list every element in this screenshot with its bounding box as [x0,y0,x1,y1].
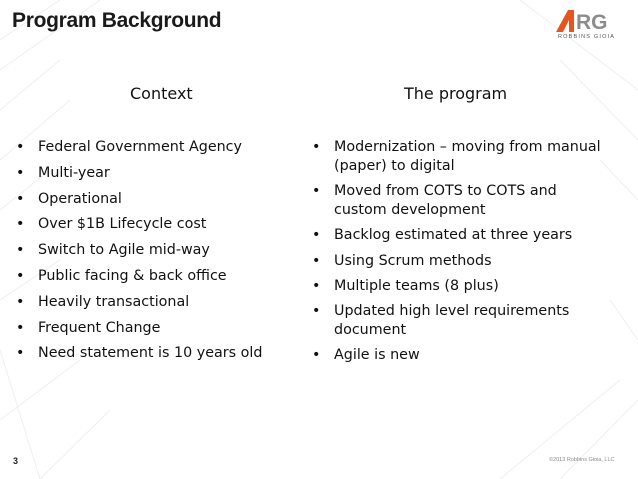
list-item-text: Switch to Agile mid-way [38,242,210,259]
list-item [16,319,301,338]
list-item-text: Agile is new [334,347,420,364]
page-number: 3 [13,456,19,466]
list-item-text: Heavily transactional [38,293,190,310]
bullet-glyph: • [16,242,25,259]
program-heading: The program [404,84,508,103]
bullet-glyph: • [16,345,25,362]
list-item [312,226,612,245]
bullet-glyph: • [312,302,321,319]
list-item [16,344,301,363]
list-item-text: Operational [38,190,122,207]
list-item-text: Moved from COTS to COTS and custom development [334,183,557,219]
bullet-glyph: • [16,216,25,233]
bullet-glyph: • [16,267,25,284]
bullet-glyph: • [16,139,25,155]
list-item [312,302,612,340]
list-item [312,346,612,365]
list-item [312,182,612,220]
logo-arrow-shape [556,10,574,32]
bullet-glyph: • [16,190,25,207]
list-item-text: Federal Government Agency [38,139,243,155]
context-heading: Context [130,84,193,103]
company-logo [556,10,624,44]
list-item-text: Backlog estimated at three years [334,227,573,244]
program-list [312,138,612,371]
copyright-notice: ©2013 Robbins Gioia, LLC [549,457,615,463]
list-item [312,277,612,296]
list-item-text: Over $1B Lifecycle cost [38,216,207,233]
bullet-glyph: • [16,164,25,181]
bullet-glyph: • [16,293,25,310]
bullet-glyph: • [312,183,321,200]
list-item [16,190,301,209]
list-item [16,293,301,312]
list-item [16,138,301,157]
list-item [312,138,612,176]
list-item [16,241,301,260]
list-item-text: Frequent Change [38,319,161,336]
bullet-glyph: • [312,227,321,244]
list-item-text: Multi-year [38,164,110,181]
logo-mark [556,10,624,32]
list-item-text: Need statement is 10 years old [38,345,263,362]
logo-subtitle: ROBBINS GIOIA [558,34,616,40]
logo-letters: RG [576,11,608,32]
list-item [312,252,612,271]
list-item-text: Multiple teams (8 plus) [334,277,499,294]
bullet-glyph: • [312,347,321,364]
list-item [16,267,301,286]
context-list [16,138,301,370]
bullet-glyph: • [16,319,25,336]
list-item-text: Using Scrum methods [334,252,492,269]
list-item-text: Updated high level requirements document [334,302,570,338]
bullet-glyph: • [312,252,321,269]
slide-title: Program Background [12,9,222,32]
list-item-text: Modernization – moving from manual (paper) to digital [334,139,601,174]
bullet-glyph: • [312,139,321,155]
list-item [16,215,301,234]
list-item-text: Public facing & back office [38,267,227,284]
bullet-glyph: • [312,277,321,294]
list-item [16,164,301,183]
